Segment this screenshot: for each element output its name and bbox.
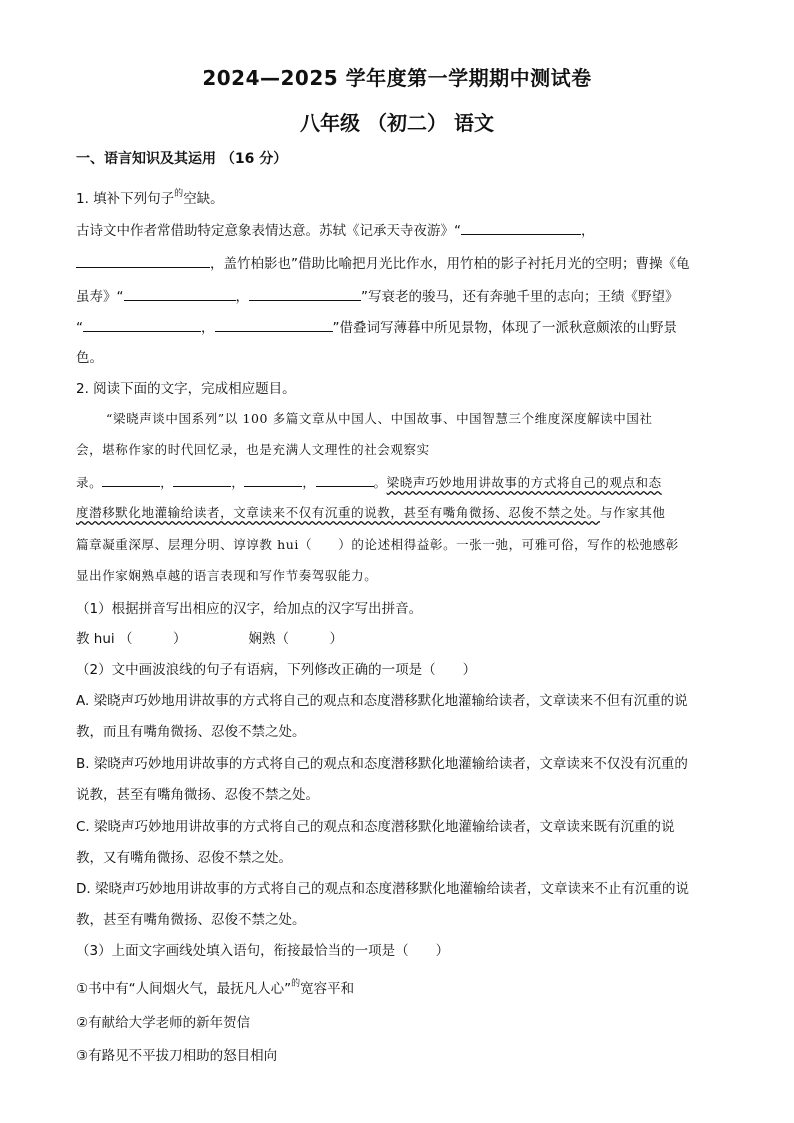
pinyin-blank-xian[interactable]: 娴熟（ ） [248,631,343,647]
answer-blank[interactable] [83,317,201,332]
answer-blank[interactable] [316,472,374,487]
q1-line-3: 虽寿》“ ， ”写衰老的骏马，还有奔驰千里的志向；王绩《野望》 [76,285,726,305]
sub-question-1: （1）根据拼音写出相应的汉字，给加点的汉字写出拼音。 [76,601,423,617]
q1-line-5: 色。 [76,350,103,366]
answer-blank[interactable] [244,472,302,487]
answer-blank[interactable] [215,317,333,332]
list-item: ②有献给大学老师的新年贺信 [76,1015,251,1031]
section-heading: 一、语言知识及其运用 （16 分） [76,151,288,167]
answer-blank[interactable] [76,253,210,268]
q1-stem: 1. 填补下列句子$^的$空缺。 [76,189,224,207]
q1-line-4: “ ， ”借叠词写薄暮中所见景物，体现了一派秋意颇浓的山野景 [76,316,726,336]
answer-blank[interactable] [124,286,236,301]
exam-subtitle: 八年级 （初二） 语文 [300,111,494,135]
pinyin-blank-hui[interactable]: 教 hui （ ） [76,631,187,647]
passage-line-3: 录。 ， ， ， 。梁晓声巧妙地用讲故事的方式将自己的观点和态 [76,472,726,491]
wavy-underlined-sentence: 度潜移默化地灌输给读者，文章读来不仅有沉重的说教，甚至有嘴角微扬、忍俊不禁之处。 [76,505,601,520]
passage-line-4: 度潜移默化地灌输给读者，文章读来不仅有沉重的说教，甚至有嘴角微扬、忍俊不禁之处。与作家其他 [76,505,666,520]
sub-question-3: （3）上面文字画线处填入语句，衔接最恰当的一项是（ ） [76,943,450,959]
sub-question-1-blanks [76,627,726,647]
option-b-line-1[interactable]: B. 梁晓声巧妙地用讲故事的方式将自己的观点和态度潜移默化地灌输给读者，文章读来不仅没有沉重的 [76,756,688,772]
sub-question-2: （2）文中画波浪线的句子有语病，下列修改正确的一项是（ ） [76,662,477,678]
answer-blank[interactable] [102,472,160,487]
passage-line-1: “梁晓声谈中国系列”以 100 多篇文章从中国人、中国故事、中国智慧三个维度深度解读中国社 [106,411,653,426]
option-c-line-2[interactable]: 教，又有嘴角微扬、忍俊不禁之处。 [76,850,292,866]
option-c-line-1[interactable]: C. 梁晓声巧妙地用讲故事的方式将自己的观点和态度潜移默化地灌输给读者，文章读来既有沉重的说 [76,819,675,835]
option-b-line-2[interactable]: 说教，甚至有嘴角微扬、忍俊不禁之处。 [76,787,319,803]
exam-title: 2024—2025 学年度第一学期期中测试卷 [202,66,592,90]
answer-blank[interactable] [461,220,581,235]
q1-line-1: 古诗文中作者常借助特定意象表情达意。苏轼《记承天寺夜游》“ ， [76,219,726,239]
answer-blank[interactable] [173,472,231,487]
answer-blank[interactable] [249,286,361,301]
q2-stem: 2. 阅读下面的文字，完成相应题目。 [76,381,296,397]
wavy-underlined-sentence: 梁晓声巧妙地用讲故事的方式将自己的观点和态 [386,475,662,490]
option-d-line-1[interactable]: D. 梁晓声巧妙地用讲故事的方式将自己的观点和态度潜移默化地灌输给读者，文章读来不止有沉重的说 [76,881,689,897]
passage-line-2: 会，堪称作家的时代回忆录，也是充满人文理性的社会观察实 [76,442,430,457]
passage-line-5: 篇章凝重深厚、层理分明、谆谆教 hui（ ）的论述相得益彰。一张一弛，可雅可俗，写作的松弛感彰 [76,537,679,552]
list-item: ③有路见不平拔刀相助的怒目相向 [76,1048,278,1064]
option-a-line-1[interactable]: A. 梁晓声巧妙地用讲故事的方式将自己的观点和态度潜移默化地灌输给读者，文章读来不但有沉重的说 [76,693,688,709]
option-a-line-2[interactable]: 教，而且有嘴角微扬、忍俊不禁之处。 [76,724,306,740]
option-d-line-2[interactable]: 教，甚至有嘴角微扬、忍俊不禁之处。 [76,912,306,928]
passage-line-6: 显出作家娴熟卓越的语言表现和写作节奏驾驭能力。 [76,568,378,583]
list-item: ①书中有“人间烟火气，最抚凡人心”$^的$宽容平和 [76,979,355,997]
q1-line-2: ，盖竹柏影也”借助比喻把月光比作水，用竹柏的影子衬托月光的空明；曹操《龟 [76,252,726,272]
